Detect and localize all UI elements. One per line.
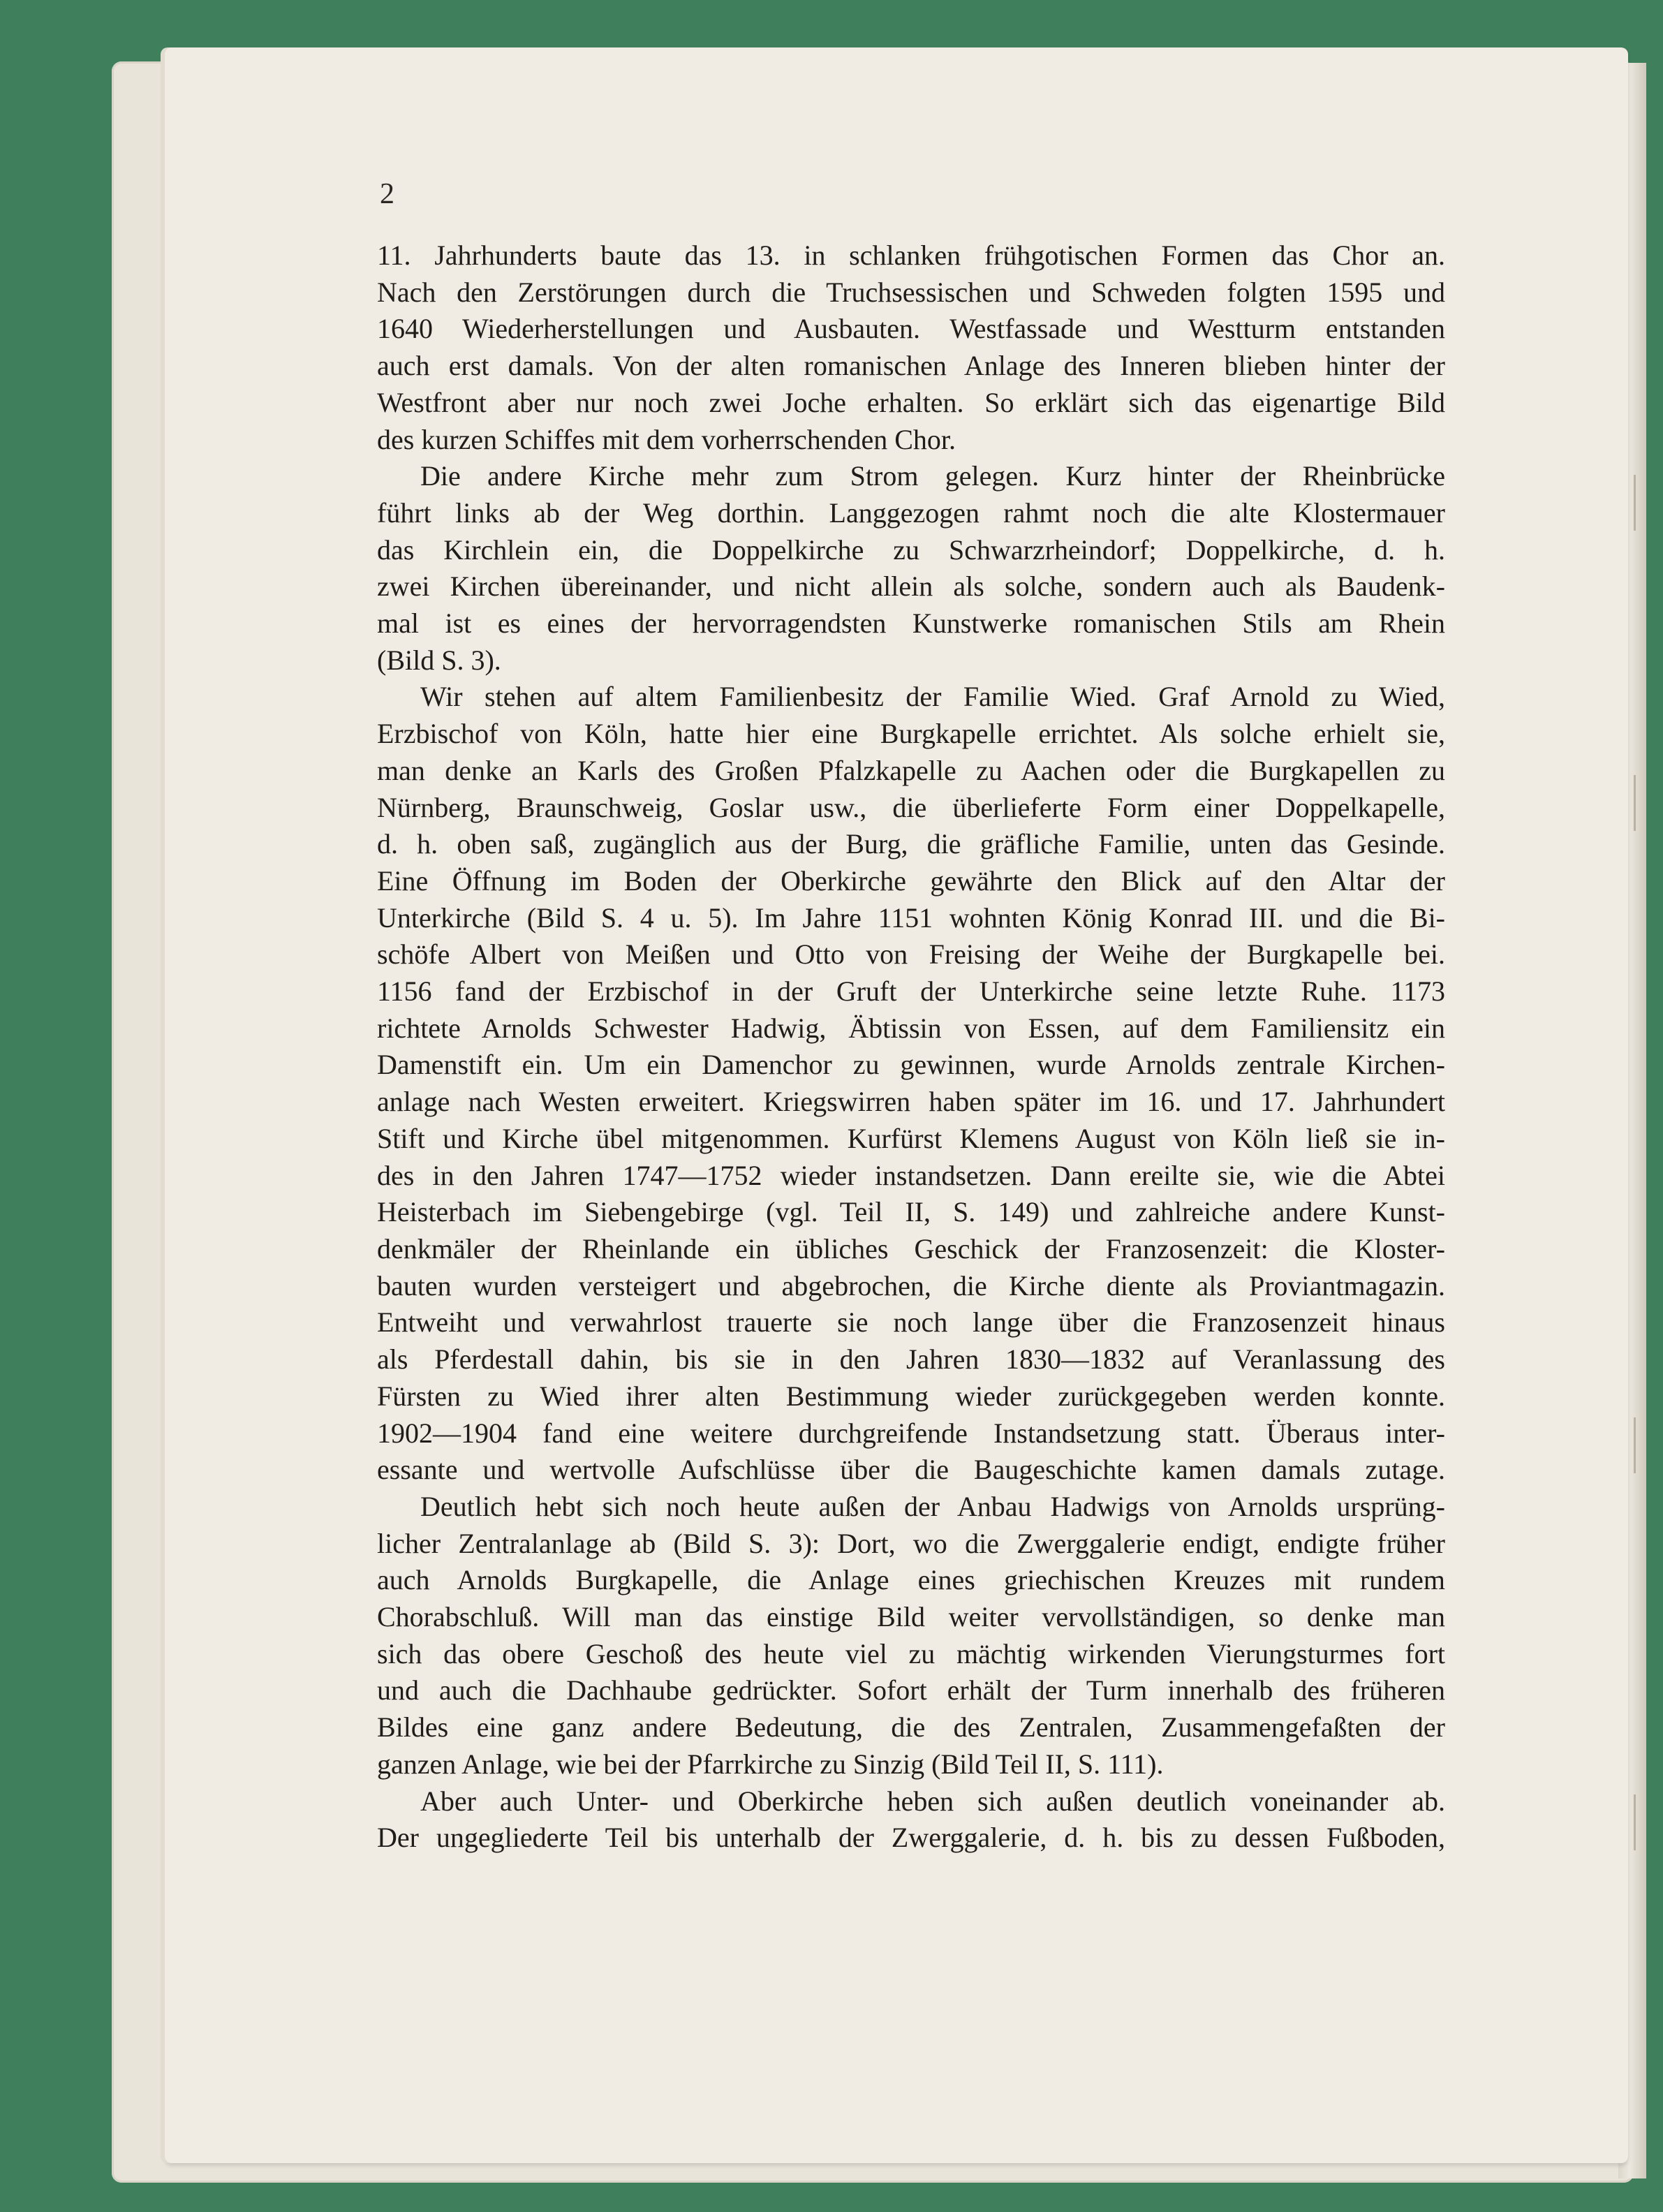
text-line: Entweiht und verwahrlost trauerte sie noch lange über die Franzosenzeit hinaus (377, 1306, 1445, 1339)
text-line: (Bild S. 3). (377, 644, 501, 676)
binding-stitch (1634, 1417, 1636, 1473)
text-line: richtete Arnolds Schwester Hadwig, Äbtissin von Essen, auf dem Familiensitz ein (377, 1012, 1445, 1044)
text-line: 1902—1904 fand eine weitere durchgreifende Instandsetzung statt. Überaus inter- (377, 1417, 1445, 1449)
text-line: Wir stehen auf altem Familienbesitz der Familie Wied. Graf Arnold zu Wied, (420, 681, 1445, 713)
text-line: des in den Jahren 1747—1752 wieder instandsetzen. Dann ereilte sie, wie die Abtei (377, 1159, 1445, 1191)
text-line: Unterkirche (Bild S. 4 u. 5). Im Jahre 1151 wohnten König Konrad III. und die Bi- (377, 901, 1445, 934)
binding-stitch (1634, 1794, 1636, 1850)
text-line: anlage nach Westen erweitert. Kriegswirren haben später im 16. und 17. Jahrhundert (377, 1086, 1445, 1118)
text-line: Eine Öffnung im Boden der Oberkirche gewährte den Blick auf den Altar der (377, 864, 1445, 897)
text-line: Nürnberg, Braunschweig, Goslar usw., die überlieferte Form einer Doppelkapelle, (377, 791, 1445, 823)
text-line: Die andere Kirche mehr zum Strom gelegen. Kurz hinter der Rheinbrücke (420, 460, 1445, 492)
text-line: Chorabschluß. Will man das einstige Bild weiter vervollständigen, so denke man (377, 1601, 1445, 1633)
text-line: mal ist es eines der hervorragendsten Kunstwerke romanischen Stils am Rhein (377, 607, 1445, 640)
text-line: d. h. oben saß, zugänglich aus der Burg, die gräfliche Familie, unten das Gesinde. (377, 828, 1445, 860)
text-line: das Kirchlein ein, die Doppelkirche zu Schwarzrheindorf; Doppelkirche, d. h. (377, 533, 1445, 566)
text-line: 1640 Wiederherstellungen und Ausbauten. Westfassade und Westturm entstanden (377, 313, 1445, 345)
text-line: als Pferdestall dahin, bis sie in den Jahren 1830—1832 auf Veranlassung des (377, 1343, 1445, 1376)
text-line: Deutlich hebt sich noch heute außen der Anbau Hadwigs von Arnolds ursprüng- (420, 1490, 1445, 1522)
text-line: auch Arnolds Burgkapelle, die Anlage eines griechischen Kreuzes mit rundem (377, 1564, 1445, 1596)
text-line: bauten wurden versteigert und abgebrochen, die Kirche diente als Proviantmagazin. (377, 1269, 1445, 1302)
text-line: Der ungegliederte Teil bis unterhalb der Zwerggalerie, d. h. bis zu dessen Fußboden, (377, 1822, 1445, 1854)
text-line: denkmäler der Rheinlande ein übliches Geschick der Franzosenzeit: die Kloster- (377, 1232, 1445, 1264)
text-line: Heisterbach im Siebengebirge (vgl. Teil II, S. 149) und zahlreiche andere Kunst- (377, 1196, 1445, 1228)
body-text (377, 237, 1445, 1857)
text-line: Fürsten zu Wied ihrer alten Bestimmung wieder zurückgegeben werden konnte. (377, 1380, 1445, 1412)
text-line: Nach den Zerstörungen durch die Truchsessischen und Schweden folgten 1595 und (377, 276, 1445, 308)
text-line: Erzbischof von Köln, hatte hier eine Burgkapelle errichtet. Als solche erhielt sie, (377, 718, 1445, 750)
text-line: Stift und Kirche übel mitgenommen. Kurfürst Klemens August von Köln ließ sie in- (377, 1122, 1445, 1154)
text-line: Damenstift ein. Um ein Damenchor zu gewinnen, wurde Arnolds zentrale Kirchen- (377, 1049, 1445, 1081)
text-line: ganzen Anlage, wie bei der Pfarrkirche zu Sinzig (Bild Teil II, S. 111). (377, 1748, 1164, 1780)
text-line: schöfe Albert von Meißen und Otto von Freising der Weihe der Burgkapelle bei. (377, 938, 1445, 971)
text-line: sich das obere Geschoß des heute viel zu mächtig wirkenden Vierungsturmes fort (377, 1637, 1445, 1669)
page-number: 2 (380, 178, 394, 210)
text-line: des kurzen Schiffes mit dem vorherrschenden Chor. (377, 423, 956, 455)
text-line: auch erst damals. Von der alten romanischen Anlage des Inneren blieben hinter der (377, 350, 1445, 382)
binding-stitch (1634, 475, 1636, 531)
text-line: Aber auch Unter- und Oberkirche heben sich außen deutlich voneinander ab. (420, 1785, 1445, 1817)
text-line: und auch die Dachhaube gedrückter. Sofort erhält der Turm innerhalb des früheren (377, 1674, 1445, 1706)
text-line: licher Zentralanlage ab (Bild S. 3): Dort, wo die Zwerggalerie endigt, endigte früher (377, 1527, 1445, 1559)
text-line: essante und wertvolle Aufschlüsse über die Baugeschichte kamen damals zutage. (377, 1454, 1445, 1486)
text-line: 1156 fand der Erzbischof in der Gruft der Unterkirche seine letzte Ruhe. 1173 (377, 975, 1445, 1008)
text-line: zwei Kirchen übereinander, und nicht allein als solche, sondern auch als Baudenk- (377, 570, 1445, 603)
text-line: führt links ab der Weg dorthin. Langgezogen rahmt noch die alte Klostermauer (377, 496, 1445, 529)
text-line: Westfront aber nur noch zwei Joche erhalten. So erklärt sich das eigenartige Bild (377, 386, 1445, 418)
text-line: 11. Jahrhunderts baute das 13. in schlanken frühgotischen Formen das Chor an. (377, 239, 1445, 271)
text-line: man denke an Karls des Großen Pfalzkapelle zu Aachen oder die Burgkapellen zu (377, 754, 1445, 786)
binding-stitch (1634, 775, 1636, 831)
text-line: Bildes eine ganz andere Bedeutung, die des Zentralen, Zusammengefaßten der (377, 1711, 1445, 1743)
